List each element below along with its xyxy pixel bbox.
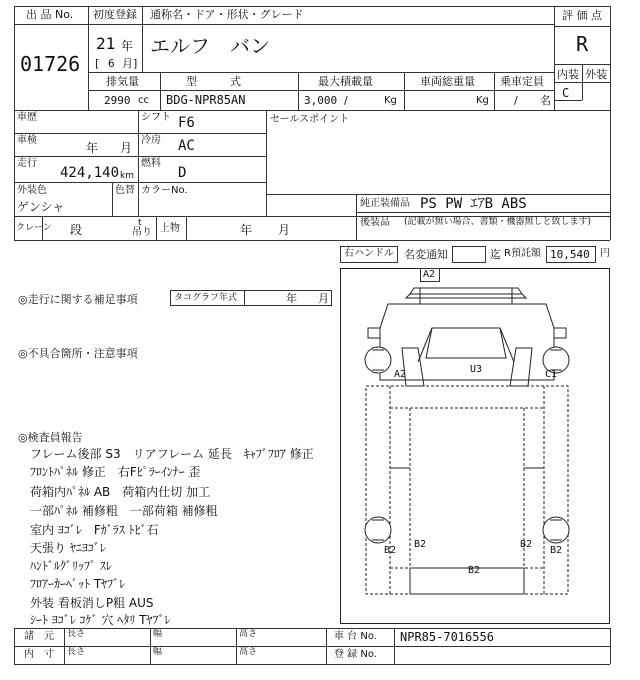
height-label: 高さ [239, 629, 258, 639]
mileage-unit: km [120, 171, 134, 181]
reg-year: 21 [96, 34, 116, 53]
exterior-label: 外装 [585, 68, 607, 81]
vehicle-name: エルフ バン [150, 34, 270, 58]
rhd-label: 右ハンドル [344, 248, 394, 259]
inner-width-label: 幅 [153, 647, 163, 657]
report-line: フレーム後部 S3 リアフレーム 延長 ｷｬﾌﾞﾌﾛｱ 修正 [30, 447, 314, 461]
displacement-unit: cc [138, 95, 149, 106]
fuel-value: D [178, 165, 187, 181]
crane-hoist: 吊り [132, 227, 152, 238]
reg-year-unit: 年 [121, 39, 134, 53]
tachograph-label: タコグラフ年式 [174, 293, 238, 303]
gross-weight-unit: Kg [476, 95, 489, 106]
report-line: ｼｰﾄ ﾖｺﾞﾚ ｺｹﾞ 穴 ﾍﾀﾘ Tﾔﾌﾞﾚ [30, 613, 171, 627]
inspection-month: 月 [120, 141, 133, 155]
model-label: 型 式 [186, 75, 241, 88]
history-label: 車歴 [17, 112, 37, 123]
capacity-label: 乗車定員 [500, 75, 544, 88]
gross-weight-label: 車両総重量 [420, 75, 475, 88]
report-line: 天張り ﾔﾆﾖｺﾞﾚ [30, 541, 106, 555]
ac-label: 冷房 [141, 135, 161, 146]
report-line: 室内 ﾖｺﾞﾚ Fｶﾞﾗｽ ﾄﾋﾞ石 [30, 523, 159, 537]
reg-month-open: [ [95, 57, 100, 70]
report-line: 荷箱内ﾊﾟﾈﾙ AB 荷箱内仕切 加工 [30, 485, 211, 499]
deadline-label: 迄 [490, 248, 501, 261]
ac-value: AC [178, 138, 195, 154]
vehicle-damage-diagram [340, 268, 610, 624]
capacity-unit: 名 [540, 94, 551, 107]
lot-number: 01726 [20, 52, 81, 76]
report-line: ﾌﾛﾝﾄﾊﾟﾈﾙ 修正 右Fﾋﾟﾗｰｲﾝﾅｰ 歪 [30, 465, 201, 479]
upper-year: 年 [240, 223, 253, 237]
mark-rear-left: B2 [414, 539, 427, 550]
color-swatch-label: 色替 [115, 185, 135, 196]
mark-front-top: A2 [423, 269, 436, 280]
equipment-value: PS PW ｴｱB ABS [420, 196, 527, 212]
mark-rear-right-corner: B2 [550, 545, 563, 556]
color-no-label: カラーNo. [141, 185, 188, 196]
equipment-label: 純正装備品 [360, 198, 410, 209]
max-load-value: 3,000 [304, 94, 338, 107]
reg-month-close: 月] [122, 57, 138, 70]
interior-label: 内装 [557, 68, 579, 81]
shift-label: シフト [141, 112, 171, 123]
mark-roof: U3 [470, 364, 483, 375]
recycle-deposit-label: R預託額 [504, 248, 541, 259]
color-label: 外装色 [17, 185, 47, 196]
overall-grade: R [576, 32, 589, 56]
reg-month: 6 [108, 57, 115, 70]
grade-label: 評 価 点 [562, 9, 602, 22]
reg-no-label: 登 録 No. [334, 649, 377, 660]
inner-height-label: 高さ [239, 647, 258, 657]
crane-ton: t [138, 218, 142, 228]
chassis-label: 車 台 No. [334, 631, 377, 642]
sales-point-label: セールスポイント [270, 114, 350, 125]
displacement-value: 2990 [104, 94, 131, 107]
length-label: 長さ [67, 629, 86, 639]
fuel-label: 燃料 [141, 158, 161, 169]
report-line: 外装 看板消しP粗 AUS [30, 596, 154, 610]
mark-right: C1 [545, 369, 558, 380]
name-label: 通称名・ドア・形状・グレード [150, 8, 304, 21]
mileage-label: 走行 [17, 158, 37, 169]
aftermarket-note: (記載が無い場合、書類・機器無しと致します) [404, 217, 592, 227]
crane-stage: 段 [70, 223, 83, 237]
mileage-value: 424,140 [60, 165, 120, 181]
shift-value: F6 [178, 115, 195, 131]
width-label: 幅 [153, 629, 163, 639]
crane-label: クレーン [16, 223, 52, 233]
recycle-deposit-value: 10,540 [550, 248, 590, 261]
displacement-label: 排気量 [106, 75, 139, 88]
inspector-report-title: ◎検査員報告 [18, 431, 83, 444]
driving-notes-title: ◎走行に関する補足事項 [18, 293, 138, 306]
mark-left: A2 [394, 369, 407, 380]
chassis-number: NPR85-7016556 [400, 630, 494, 644]
model-value: BDG-NPR85AN [166, 93, 246, 107]
capacity-slash: / [514, 94, 518, 107]
max-load-slash: / [344, 94, 348, 107]
tachograph-year: 年 [286, 292, 297, 305]
report-line: ﾌﾛｱｰｶｰﾍﾟｯﾄ Tﾔﾌﾞﾚ [30, 577, 126, 591]
tachograph-month: 月 [318, 292, 329, 305]
max-load-unit: Kg [384, 95, 397, 106]
lot-label: 出 品 No. [26, 8, 74, 21]
inspection-year: 年 [86, 141, 99, 155]
inner-length-label: 長さ [67, 647, 86, 657]
interior-grade: C [562, 86, 570, 100]
inner-dims-row-label: 内 寸 [24, 649, 54, 660]
reg-label: 初度登録 [93, 8, 137, 21]
inspection-label: 車検 [17, 135, 37, 146]
report-line: ﾊﾝﾄﾞﾙｸﾞﾘｯﾌﾟ ｽﾚ [30, 559, 112, 573]
report-line: 一部ﾊﾟﾈﾙ 補修粗 一部荷箱 補修粗 [30, 504, 218, 518]
upper-label: 上物 [160, 223, 180, 234]
mark-rear-left-corner: B2 [384, 545, 397, 556]
color-value: ゲンシャ [17, 200, 65, 214]
defects-title: ◎不具合箇所・注意事項 [18, 347, 138, 360]
name-change-label: 名変通知 [404, 248, 448, 261]
max-load-label: 最大積載量 [318, 75, 373, 88]
aftermarket-label: 後装品 [360, 217, 390, 228]
mark-rear: B2 [468, 565, 481, 576]
upper-month: 月 [278, 223, 291, 237]
recycle-deposit-unit: 円 [600, 248, 610, 259]
specs-row-label: 諸 元 [24, 631, 54, 642]
mark-rear-right: B2 [520, 539, 533, 550]
